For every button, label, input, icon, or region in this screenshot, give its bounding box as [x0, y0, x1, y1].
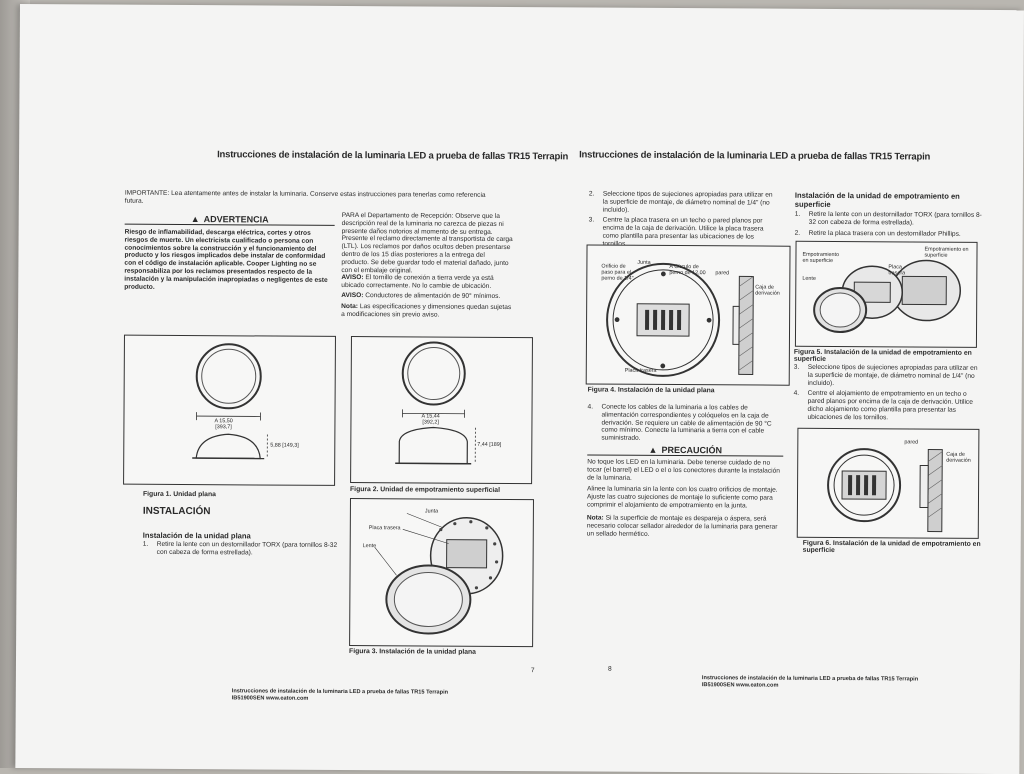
- caution-heading: [587, 443, 783, 456]
- step-number: 4.: [793, 390, 801, 421]
- figure-4: [586, 244, 791, 385]
- nota-right: [587, 514, 783, 539]
- figure-5: [795, 241, 978, 348]
- step-4-text: Conecte los cables de la luminaria a los cables de alimentación correspondientes y colóquelos en la caja de derivación. Se requiere un cable de alimentación de 90 °C como mínimo. Conecte la luminaria a tierra con el cable suministrado.: [601, 404, 779, 444]
- fig4-label-caja: Caja de derivación: [755, 284, 785, 296]
- nota-left: [341, 303, 513, 320]
- fig2-dim-a-mm: [392,2]: [421, 419, 439, 425]
- step-text: Retire la lente con un destornillador TORX (para tornillos 8-32 con cabeza de forma estrellada).: [809, 211, 985, 228]
- right-footer-code: IB51900SEN www.eaton.com: [702, 682, 918, 690]
- fig4-label-junta: Junta: [637, 260, 650, 266]
- left-page-header: Instrucciones de instalación de la luminaria LED a prueba de fallas TR15 Terrapin: [217, 149, 568, 162]
- step-number: 1.: [795, 211, 803, 227]
- aviso-1-label: AVISO:: [341, 274, 363, 281]
- warning-triangle-icon: ▲: [191, 214, 200, 224]
- step-1: [143, 541, 341, 561]
- warning-title: ADVERTENCIA: [204, 214, 269, 224]
- aviso-1: [341, 274, 513, 291]
- fig2-dim-h: 7,44 [189]: [477, 442, 501, 448]
- step-text: Centre el alojamiento de empotramiento en un techo o pared planos por encima de la caja de derivación. Utilice dicho alojamiento como plantilla para presentar las ubicaciones de los tornillos.: [807, 390, 983, 422]
- step-text: Retire la placa trasera con un destornillador Phillips.: [809, 229, 961, 238]
- list-item: [793, 390, 983, 422]
- right-page-header: Instrucciones de instalación de la luminaria LED a prueba de fallas TR15 Terrapin: [579, 149, 930, 162]
- aviso-1-text: El tornillo de conexión a tierra verde ya está ubicado correctamente. No lo cambie de ubicación.: [341, 274, 493, 290]
- fig1-dim-a: [214, 418, 232, 430]
- aviso-2-label: AVISO:: [341, 292, 363, 299]
- step-4: [587, 403, 779, 446]
- nota-right-text: Si la superficie de montaje es despareja o áspera, será necesario colocar sellador alrededor de la luminaria para generar un sellado hermético.: [587, 515, 778, 538]
- fig3-label-placa: Placa trasera: [369, 525, 401, 531]
- align-text: Alinee la luminaria sin la lente con los cuatro orificios de montaje. Ajuste las cuatro sujeciones de montaje lo suficiente como para comprimir el alojamiento de empotramiento en la junta.: [587, 485, 783, 510]
- fig1-dim-a-in: A 15,50: [214, 418, 232, 424]
- step-text: Seleccione tipos de sujeciones apropiadas para utilizar en la superficie de montaje, de diámetro nominal de 1/4" (no incluido).: [808, 364, 984, 388]
- left-footer-code: IB51900SEN www.eaton.com: [232, 695, 448, 703]
- step-number: 3.: [589, 217, 597, 248]
- fig4-label-placa: Placa trasera: [625, 368, 657, 374]
- fig2-dim-a: [421, 413, 439, 425]
- step-1-text: Retire la lente con un destornillador TORX (para tornillos 8-32 con cabeza de forma estrellada).: [157, 541, 341, 558]
- fig1-dim-a-mm: [393,7]: [214, 424, 232, 430]
- figure-3: [349, 498, 534, 647]
- fig1-dim-h: 5,88 [149,3]: [270, 443, 299, 449]
- nota-left-text: Las especificaciones y dimensiones quedan sujetas a modificaciones sin previo aviso.: [341, 303, 511, 318]
- warning-heading: [125, 213, 335, 226]
- step-text: Seleccione tipos de sujeciones apropiadas para utilizar en la superficie de montaje, de diámetro nominal de 1/4" (no incluido).: [603, 191, 775, 215]
- figure-2-drawing: [351, 337, 532, 483]
- surface-steps: [795, 211, 985, 242]
- list-item: [794, 364, 984, 389]
- figure-1-caption: Figura 1. Unidad plana: [143, 491, 216, 498]
- surface-title: Instalación de la unidad de empotramiento en superficie: [795, 191, 985, 210]
- fig2-dim-a-in: A 15,44: [421, 413, 439, 419]
- right-steps-top: [589, 190, 775, 252]
- list-item: [589, 190, 775, 215]
- figure-6: [797, 428, 980, 539]
- figure-6-drawing: [798, 429, 979, 538]
- fig5-label-placa: Placa trasera: [888, 264, 910, 276]
- figure-5-caption: Figura 5. Instalación de la unidad de empotramiento en superficie: [794, 349, 984, 364]
- right-footer-title: Instrucciones de instalación de la luminaria LED a prueba de fallas TR15 Terrapin: [702, 675, 918, 683]
- aviso-2: [341, 292, 513, 301]
- fig6-label-pared: pared: [904, 439, 918, 445]
- receiving-text: PARA el Departamento de Recepción: Observe que la descripción real de la luminaria no carezca de piezas ni presente daños notorios al momento de su entrega. Presente el reclamo directamente al transportista de carga (LTL). Los reclamos por daños ocultos deben presentarse dentro de los 15 días posteriores a la entrega del producto. Se debe guardar todo el material dañado, junto con el embalaje original.: [341, 212, 513, 275]
- figure-3-caption: Figura 3. Instalación de la unidad plana: [349, 648, 476, 656]
- step-number: 2.: [589, 190, 597, 213]
- section-title: INSTALACIÓN: [143, 506, 211, 517]
- fig5-label-lente: Lente: [802, 276, 816, 282]
- fig4-label-orificio: Orificio de paso para el perno de 1/4": [601, 264, 635, 282]
- left-page-number: 7: [531, 667, 535, 675]
- caution-triangle-icon: ▲: [649, 444, 658, 454]
- nota-left-label: Nota:: [341, 303, 358, 310]
- fig3-label-lente: Lente: [363, 543, 377, 549]
- fig3-label-junta: Junta: [425, 508, 438, 514]
- caution-text: No toque los LED en la luminaria. Debe tenerse cuidado de no tocar (el barrel) el LED o el o los conectores durante la instalación de la luminaria.: [587, 458, 783, 483]
- step-number: 3.: [794, 364, 802, 387]
- important-note: IMPORTANTE: Lea atentamente antes de instalar la luminaria. Conserve estas instrucciones para tenerlas como referencia futura.: [125, 190, 505, 208]
- list-item: [795, 211, 985, 228]
- left-footer: [232, 688, 448, 703]
- step-1-number: 1.: [143, 541, 151, 557]
- step-text: Centre la placa trasera en un techo o pared planos por encima de la caja de derivación. Utilice la placa trasera como plantilla para presentar las ubicaciones de los: [603, 217, 775, 249]
- figure-2-caption: Figura 2. Unidad de empotramiento superficial: [350, 486, 500, 494]
- fig4-label-pared: pared: [715, 270, 729, 276]
- document-sheet: [15, 4, 1024, 774]
- fig5-label-emp1: Empotramiento en superficie: [802, 252, 842, 264]
- warning-text: Riesgo de inflamabilidad, descarga eléctrica, cortes y otros riesgos de muerte. Un electricista cualificado o persona con conocimientos sobre la construcción y el funcionamiento del producto y los riesgos implicados debe instalar de conformidad con el código de instalación aplicable. Cooper Lighting no se responsabiliza por los reclamos presentados respecto de la instalación y la manipulación inapropiadas o negligentes de este producto.: [124, 229, 334, 293]
- caution-title: PRECAUCIÓN: [661, 444, 722, 454]
- figure-4-caption: Figura 4. Instalación de la unidad plana: [588, 386, 715, 394]
- fig6-label-caja: Caja de derivación: [946, 452, 976, 464]
- figure-1: [123, 335, 336, 486]
- list-item: [795, 229, 985, 238]
- step-number: 2.: [795, 229, 803, 237]
- figure-2: [350, 336, 533, 484]
- left-footer-title: Instrucciones de instalación de la luminaria LED a prueba de fallas TR15 Terrapin: [232, 688, 448, 696]
- fig5-label-emp2: Empotramiento en superficie: [924, 247, 970, 259]
- right-page-number: 8: [608, 666, 612, 674]
- subsection-title: Instalación de la unidad plana: [143, 531, 251, 541]
- nota-right-label: Nota:: [587, 514, 604, 521]
- figure-3-drawing: [350, 499, 533, 646]
- fig4-label-circulo: A Círculo de perno de 12,00: [669, 264, 713, 276]
- right-footer: [702, 675, 918, 690]
- step-4-number: 4.: [587, 403, 595, 442]
- figure-1-drawing: [124, 336, 335, 485]
- aviso-2-text: Conductores de alimentación de 90° mínimos.: [365, 292, 500, 300]
- surface-steps-bottom: [793, 364, 983, 426]
- figure-6-caption: Figura 6. Instalación de la unidad de empotramiento en superficie: [803, 540, 983, 555]
